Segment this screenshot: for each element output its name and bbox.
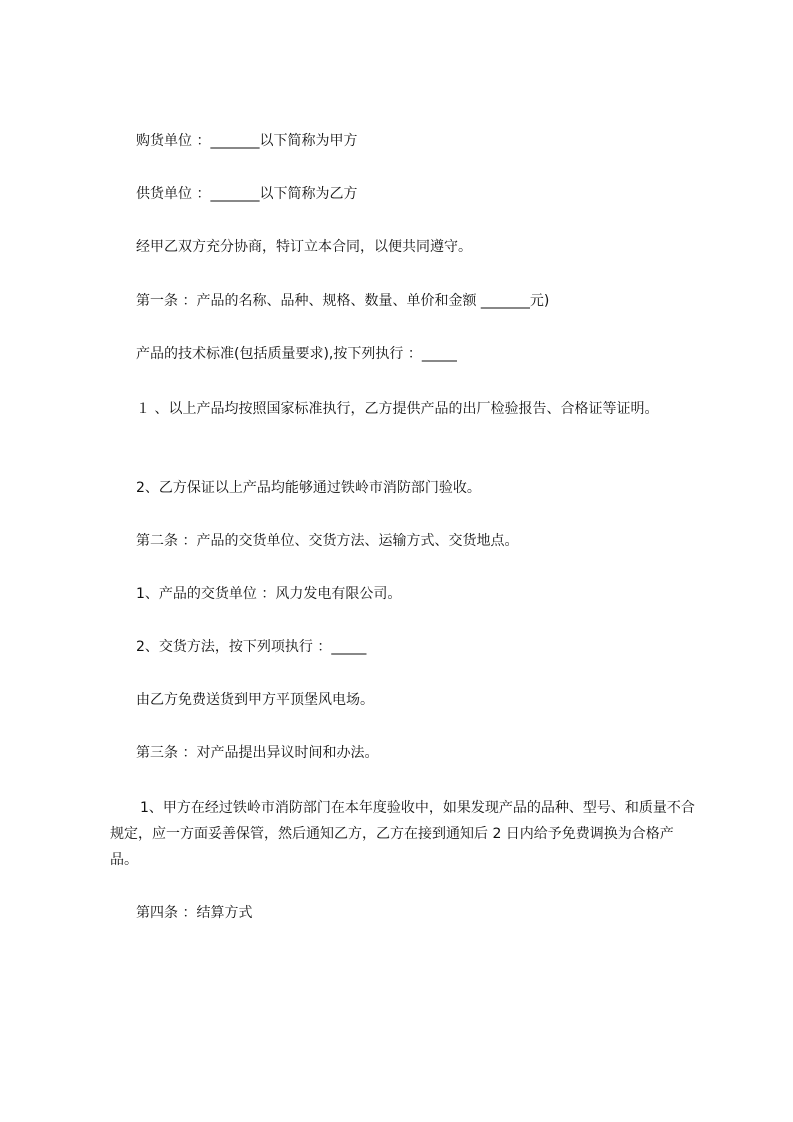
paragraph-item-1-national-standard: １ 、以上产品均按照国家标准执行，乙方提供产品的出厂检验报告、合格证等证明。 — [136, 401, 659, 417]
paragraph-supplier: 供货单位 ：_______以下简称为乙方 — [136, 186, 358, 202]
paragraph-article-4: 第四条 ：结算方式 — [136, 905, 253, 921]
paragraph-technical-standard: 产品的技术标准(包括质量要求),按下列执行 ：_____ — [136, 346, 457, 362]
paragraph-article-2: 第二条 ：产品的交货单位、交货方法、运输方式、交货地点。 — [136, 533, 519, 549]
paragraph-buyer: 购货单位 ：_______以下简称为甲方 — [136, 133, 358, 149]
paragraph-free-delivery: 由乙方免费送货到甲方平顶堡风电场。 — [136, 692, 374, 708]
paragraph-delivery-method: 2、交货方法，按下列项执行 ：_____ — [136, 639, 367, 655]
paragraph-delivery-unit: 1、产品的交货单位 ：风力发电有限公司。 — [136, 586, 402, 602]
paragraph-article-1: 第一条 ：产品的名称、品种、规格、数量、单价和金额 _______元) — [136, 293, 550, 309]
paragraph-objection-procedure: 1、甲方在经过铁岭市消防部门在本年度验收中，如果发现产品的品种、型号、和质量不合规定，应一方面妥善保管，然后通知乙方，乙方在接到通知后 2 日内给予免费调换为合格产品。 — [110, 800, 695, 868]
paragraph-article-3: 第三条 ：对产品提出异议时间和办法。 — [136, 745, 379, 761]
paragraph-agreement: 经甲乙双方充分协商，特订立本合同，以便共同遵守。 — [136, 239, 472, 255]
paragraph-item-2-acceptance: 2、乙方保证以上产品均能够通过铁岭市消防部门验收。 — [136, 480, 481, 496]
